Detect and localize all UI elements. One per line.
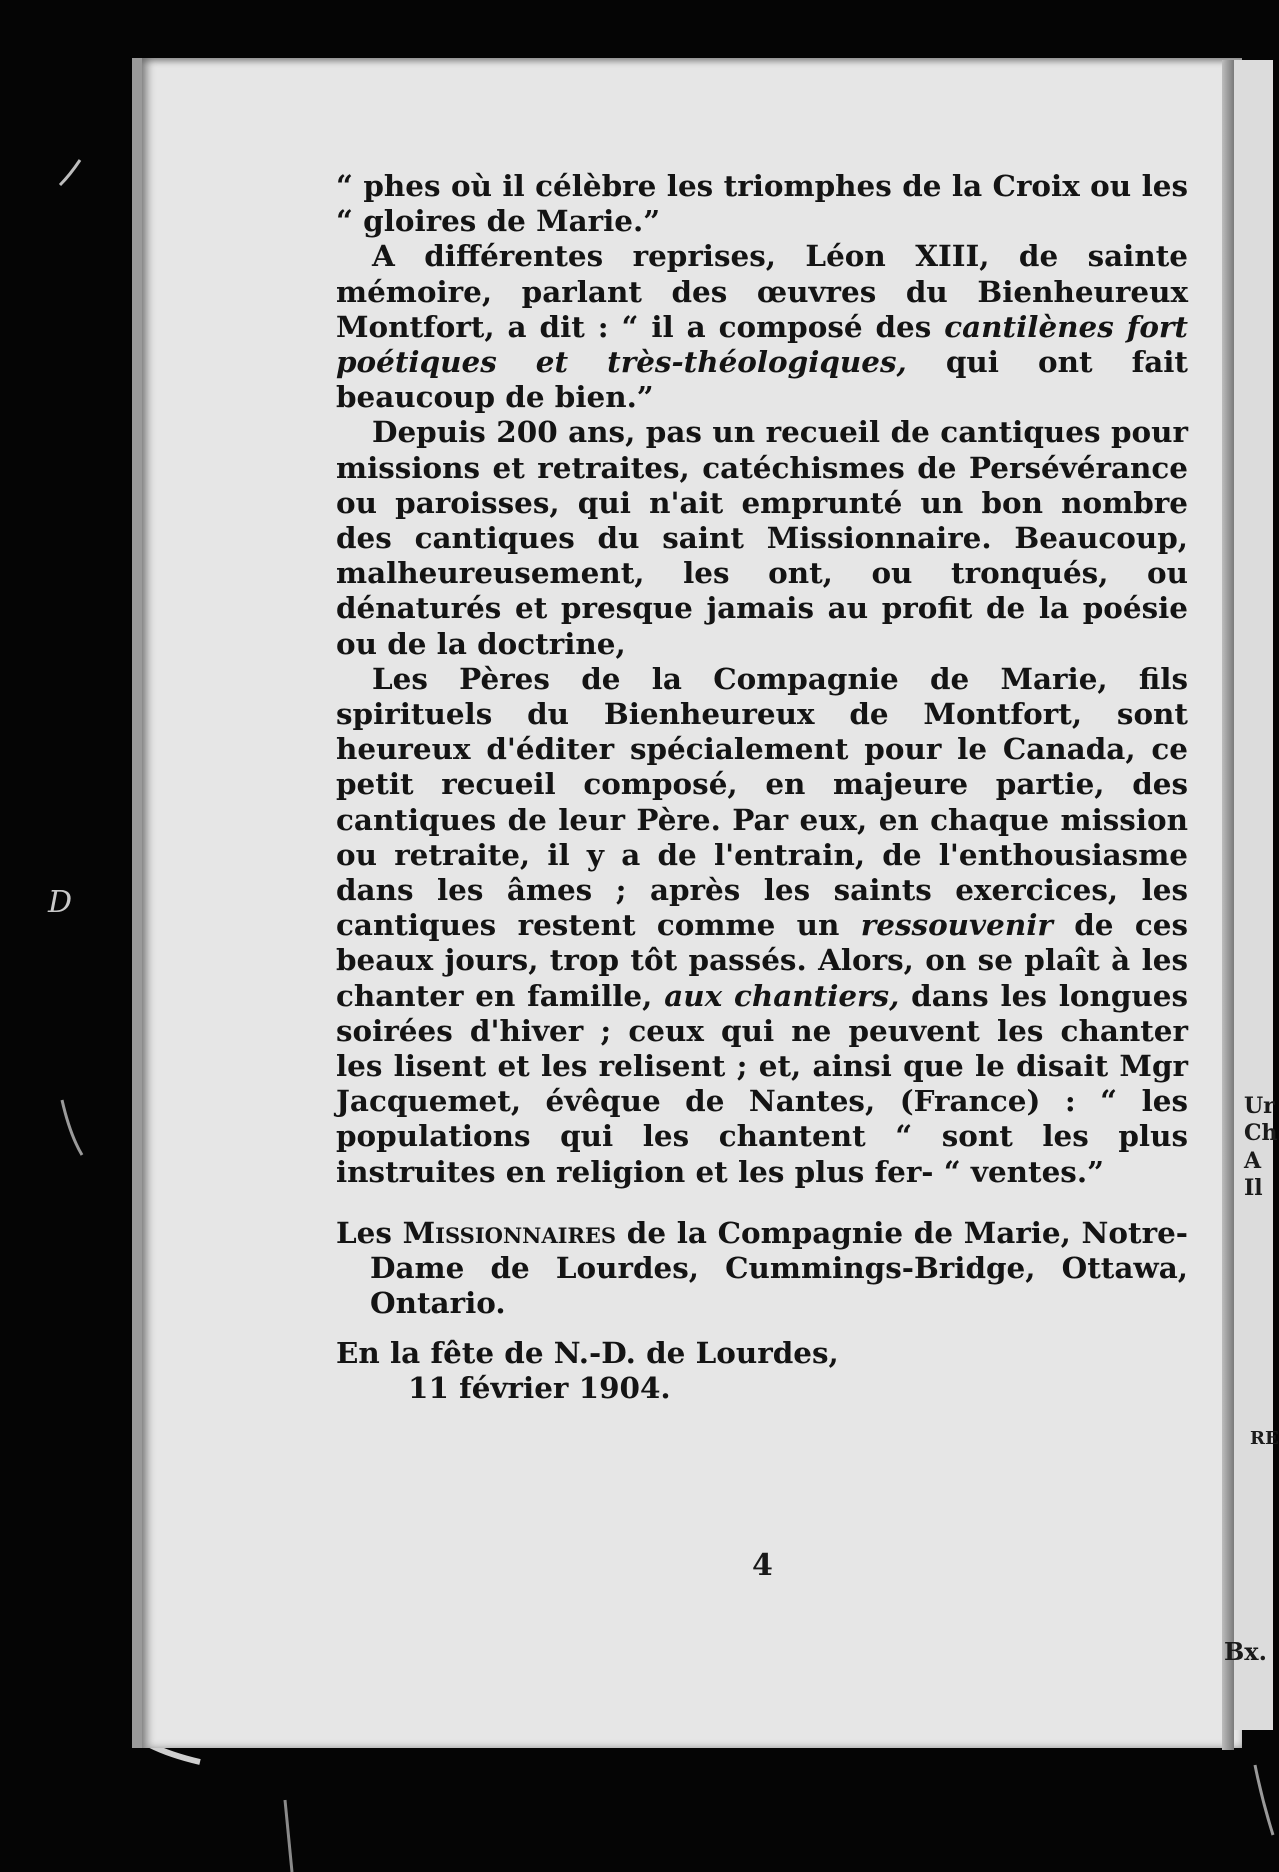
signature-prefix: Les [336, 1214, 403, 1250]
scan-mark-left [60, 160, 80, 185]
scan-mark-bottom-2 [285, 1800, 292, 1872]
scan-mark-glyph: D [48, 885, 73, 920]
signature-smallcaps: Missionnaires [402, 1214, 617, 1250]
paragraph-2 [336, 238, 1188, 414]
facing-page-fragment: Bx. [1224, 1637, 1267, 1666]
dateline-2: 11 février 1904. [408, 1369, 671, 1405]
facing-page-fragment: Il [1244, 1175, 1263, 1201]
paragraph-2-italic: cantilènes fort poétiques et très-théologiques, [336, 308, 1188, 380]
page-edge [1222, 60, 1234, 1750]
facing-page-fragment: Ur [1244, 1093, 1275, 1119]
paragraph-4-italic-2: aux chantiers, [664, 977, 900, 1013]
page-number: 4 [752, 1548, 773, 1583]
paragraph-2-text-b: qui ont fait beaucoup de bien.” [336, 344, 1188, 415]
scan-mark-corner [1255, 1765, 1273, 1835]
signature [336, 1215, 1188, 1321]
body-text [336, 168, 1188, 1405]
facing-page-fragment: Ch [1244, 1120, 1278, 1146]
paragraph-2-text-a: A différentes reprises, Léon XIII, de sainte mémoire, parlant des œuvres du Bienheureux Montfort, a dit : “ il a composé des [336, 238, 1188, 344]
paragraph-4 [336, 661, 1188, 1189]
paragraph-4-italic-1: ressouvenir [860, 907, 1053, 943]
paragraph-3: Depuis 200 ans, pas un recueil de cantiques pour missions et retraites, catéchismes de Persévérance ou paroisses, qui n'ait emprunté un bon nombre des cantiques du saint Missionnaire. Beaucoup, malheureusement, les ont, ou tronqués, ou dénaturés et presque jamais au profit de la poésie ou de la doctrine, [336, 414, 1188, 661]
paragraph-1-text: phes où il célèbre les triomphes de la Croix ou les “ gloires de Marie.” [336, 168, 1188, 239]
paragraph-4-text-a: Les Pères de la Compagnie de Marie, fils spirituels du Bienheureux de Montfort, sont heureux d'éditer spécialement pour le Canada, ce petit recueil composé, en majeure partie, des cantiques de leur Père. Par eux, en chaque mission ou retraite, il y a de l'entrain, de l'enthousiasme dans les âmes ; après les saints exercices, les cantiques restent comme un [336, 660, 1188, 943]
paragraph-4-text-c: dans les longues soirées d'hiver ; ceux qui ne peuvent les chanter les lisent et les relisent ; et, ainsi que le disait Mgr Jacquemet, évêque de Nantes, (France) : “ les populations qui les chantent “ sont les plus instruites en religion et les plus fer- “ ventes.” [336, 977, 1189, 1189]
spacer [336, 1189, 1188, 1215]
facing-page-fragment: A [1244, 1148, 1262, 1174]
paragraph-1 [336, 168, 1188, 238]
facing-page-fragment: RE [1250, 1428, 1279, 1449]
paragraph-4-text-b: de ces beaux jours, trop tôt passés. Alors, on se plaît à les chanter en famille, [336, 907, 1188, 1013]
facing-page-edge [1234, 60, 1273, 1730]
signature-rest: de la Compagnie de Marie, Notre-Dame de Lourdes, Cummings-Bridge, Ottawa, Ontario. [370, 1214, 1188, 1321]
dateline-1: En la fête de N.-D. de Lourdes, [336, 1334, 839, 1370]
quote-mark: “ [336, 168, 353, 203]
spacer-2 [336, 1321, 1188, 1335]
scan-mark-left-2 [62, 1100, 82, 1155]
